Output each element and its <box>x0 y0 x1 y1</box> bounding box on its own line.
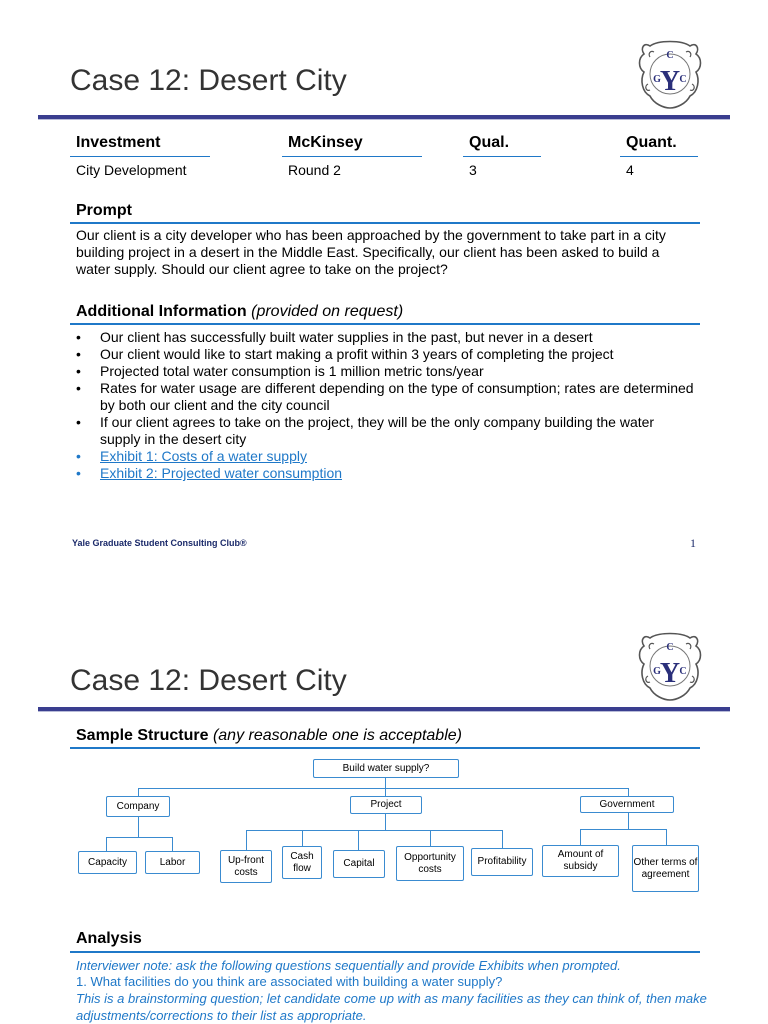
section-underline <box>70 951 700 953</box>
tree-node-other-terms: Other terms of agreement <box>632 845 699 892</box>
list-item: • Rates for water usage are different depending on the type of consumption; rates are determined by both our client and the city council <box>76 380 694 413</box>
column-underline <box>70 156 210 157</box>
additional-info-heading: Additional Information (provided on request) <box>76 303 404 320</box>
list-item: • Our client would like to start making a profit within 3 years of completing the project <box>76 346 614 362</box>
tree-node-upfront-costs: Up-front costs <box>220 850 272 883</box>
list-item: • Projected total water consumption is 1 million metric tons/year <box>76 363 484 379</box>
question-1-note: This is a brainstorming question; let candidate come up with as many facilities as they can think of, then make adjustments/corrections to their list as appropriate. <box>76 991 707 1023</box>
prompt-heading: Prompt <box>76 202 132 219</box>
tree-node-root: Build water supply? <box>313 759 459 778</box>
tree-node-capital: Capital <box>333 850 385 878</box>
column-value-mckinsey: Round 2 <box>288 162 341 178</box>
slide-title: Case 12: Desert City <box>70 664 347 697</box>
slide-2 <box>0 610 768 1024</box>
slide-title: Case 12: Desert City <box>70 64 347 97</box>
additional-info-list <box>76 329 696 482</box>
gscc-crest-logo <box>636 38 704 110</box>
additional-info-subheading: (provided on request) <box>251 303 404 320</box>
footer-club-name: Yale Graduate Student Consulting Club® <box>72 538 247 548</box>
prompt-text: Our client is a city developer who has been approached by the government to take part in a city building project in a desert in the Middle East. Specifically, our client has been asked to build a water supply. Should our client agree to take on the project? <box>76 227 666 277</box>
question-1: 1. What facilities do you think are associated with building a water supply? <box>76 974 503 989</box>
svg-text:G: G <box>653 666 661 677</box>
tree-node-labor: Labor <box>145 851 200 874</box>
svg-text:C: C <box>679 666 687 677</box>
analysis-heading: Analysis <box>76 930 142 947</box>
column-head-quant: Quant. <box>626 134 677 151</box>
column-underline <box>620 156 698 157</box>
tree-node-cash-flow: Cash flow <box>282 846 322 879</box>
tree-node-profitability: Profitability <box>471 848 533 876</box>
section-underline <box>70 323 700 325</box>
interviewer-note: Interviewer note: ask the following questions sequentially and provide Exhibits when prompted. <box>76 958 621 973</box>
tree-node-amount-of-subsidy: Amount of subsidy <box>542 845 619 877</box>
tree-node-opportunity-costs: Opportunity costs <box>396 846 464 881</box>
title-divider <box>38 115 730 120</box>
section-underline <box>70 222 700 224</box>
svg-text:Y: Y <box>659 66 681 97</box>
tree-node-government: Government <box>580 796 674 813</box>
column-head-investment: Investment <box>76 134 161 151</box>
tree-node-capacity: Capacity <box>78 851 137 874</box>
column-value-investment: City Development <box>76 162 187 178</box>
sample-structure-subheading: (any reasonable one is acceptable) <box>212 727 462 744</box>
column-head-mckinsey: McKinsey <box>288 134 363 151</box>
sample-structure-heading: Sample Structure (any reasonable one is acceptable) <box>76 727 462 744</box>
page-number: 1 <box>690 536 696 550</box>
column-value-quant: 4 <box>626 162 634 178</box>
list-item: • If our client agrees to take on the project, they will be the only company building the water supply in the desert city <box>76 414 655 447</box>
exhibit-2-link[interactable]: • Exhibit 2: Projected water consumption <box>76 465 343 481</box>
svg-text:C: C <box>666 50 674 61</box>
column-underline <box>463 156 541 157</box>
svg-text:G: G <box>653 74 661 85</box>
svg-text:C: C <box>679 74 687 85</box>
column-value-qual: 3 <box>469 162 477 178</box>
svg-text:Y: Y <box>659 658 681 689</box>
list-item: • Our client has successfully built water supplies in the past, but never in a desert <box>76 329 593 345</box>
column-head-qual: Qual. <box>469 134 510 151</box>
svg-text:C: C <box>666 642 674 653</box>
tree-node-company: Company <box>106 796 170 817</box>
exhibit-1-link[interactable]: • Exhibit 1: Costs of a water supply <box>76 448 307 464</box>
tree-node-project: Project <box>350 796 422 814</box>
column-underline <box>282 156 422 157</box>
